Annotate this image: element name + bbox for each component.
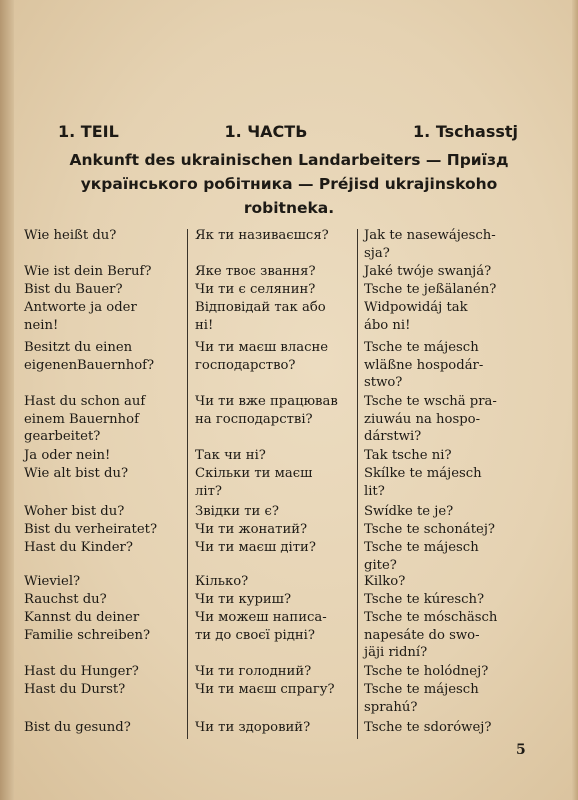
phrase-cell-uk — [195, 573, 248, 591]
phrase-line: Hast du Kinder? — [24, 540, 133, 555]
phrase-line: Jaké twóje swanjá? — [364, 264, 492, 279]
phrase-line: lit? — [364, 483, 385, 499]
phrase-line: Hast du Hunger? — [24, 664, 139, 679]
phrase-line: Чи ти жонатий? — [195, 522, 308, 537]
phrase-cell-uk — [195, 465, 312, 500]
phrase-table — [0, 227, 578, 747]
phrase-line: Tsche te májesch — [364, 682, 479, 697]
phrase-line: einem Bauernhof — [24, 411, 139, 427]
phrase-cell-de — [24, 609, 150, 644]
phrase-line: stwo? — [364, 375, 403, 390]
phrase-line: gite? — [364, 557, 397, 573]
phrase-line: Чи ти вже працював — [195, 394, 338, 409]
phrase-line: Tsche te schonátej? — [364, 522, 495, 537]
phrase-line: Bist du gesund? — [24, 720, 131, 735]
section-headings — [58, 122, 518, 141]
phrase-cell-uk — [195, 609, 327, 644]
phrase-line: Wie ist dein Beruf? — [24, 264, 152, 279]
phrase-line: Bist du Bauer? — [24, 282, 123, 297]
phrase-cell-tr — [364, 393, 497, 446]
phrase-line: Kilko? — [364, 574, 406, 589]
phrase-cell-tr — [364, 281, 496, 299]
phrase-line: Rauchst du? — [24, 592, 107, 607]
phrase-cell-tr — [364, 609, 497, 662]
phrase-cell-uk — [195, 681, 335, 699]
phrase-cell-uk — [195, 591, 291, 609]
phrase-line: Tsche te májesch — [364, 540, 479, 555]
phrase-line: Tsche te wschä pra- — [364, 394, 497, 409]
column-divider-1 — [187, 229, 188, 739]
phrase-cell-de — [24, 447, 110, 465]
phrase-line: Wie heißt du? — [24, 228, 117, 243]
phrase-line: літ? — [195, 483, 222, 499]
phrase-cell-uk — [195, 263, 316, 281]
phrase-line: Hast du schon auf — [24, 394, 146, 409]
phrase-line: Antworte ja oder — [24, 300, 137, 315]
phrase-line: Кількo? — [195, 574, 249, 589]
section-title — [28, 148, 550, 220]
phrase-cell-tr — [364, 573, 405, 591]
title-line-1: Ankunft des ukrainischen Landarbeiters — Приїзд — [69, 151, 509, 169]
phrase-line: gearbeitet? — [24, 429, 101, 444]
phrase-line: ти до своєї рідні? — [195, 627, 315, 643]
phrase-line: Skílke te májesch — [364, 466, 482, 481]
phrase-cell-de — [24, 299, 137, 334]
phrase-line: Чи можеш написа- — [195, 610, 327, 625]
phrase-cell-de — [24, 263, 151, 281]
phrase-line: Tsche te jeßälanén? — [364, 282, 497, 297]
phrase-line: господарство? — [195, 357, 296, 373]
phrase-cell-uk — [195, 447, 266, 465]
phrase-line: Tsche te sdorówej? — [364, 720, 492, 735]
phrase-line: Tak tsche ni? — [364, 448, 452, 463]
phrase-cell-de — [24, 521, 157, 539]
phrase-line: eigenenBauernhof? — [24, 357, 155, 373]
phrase-line: Чи ти здоровий? — [195, 720, 311, 735]
phrase-line: sja? — [364, 245, 390, 261]
phrase-line: Як ти називаєшся? — [195, 228, 329, 243]
phrase-cell-uk — [195, 227, 329, 245]
phrase-line: Чи ти маєш власне — [195, 340, 329, 355]
phrase-line: Bist du verheiratet? — [24, 522, 158, 537]
phrase-cell-tr — [364, 539, 479, 574]
phrase-cell-uk — [195, 539, 316, 557]
phrase-cell-uk — [195, 663, 311, 681]
phrase-cell-tr — [364, 591, 484, 609]
phrase-cell-de — [24, 573, 80, 591]
phrase-line: Kannst du deiner — [24, 610, 140, 625]
phrase-cell-tr — [364, 719, 491, 737]
phrase-cell-de — [24, 681, 125, 699]
phrase-cell-tr — [364, 503, 453, 521]
phrase-line: Ja oder nein! — [24, 448, 111, 463]
phrase-line: Чи ти куриш? — [195, 592, 292, 607]
phrase-line: ábo ni! — [364, 317, 411, 333]
phrase-line: Tsche te móschäsch — [364, 610, 498, 625]
phrase-cell-uk — [195, 299, 326, 334]
phrase-line: nein! — [24, 317, 59, 333]
phrase-cell-de — [24, 539, 133, 557]
title-line-3: robitneka. — [243, 199, 335, 217]
phrase-cell-de — [24, 339, 154, 374]
phrase-line: Widpowidáj tak — [364, 300, 468, 315]
phrase-cell-tr — [364, 681, 479, 716]
phrase-cell-tr — [364, 663, 488, 681]
phrase-line: Чи ти є селянин? — [195, 282, 316, 297]
phrase-line: Familie schreiben? — [24, 627, 151, 643]
phrase-cell-tr — [364, 339, 483, 392]
phrase-line: Hast du Durst? — [24, 682, 126, 697]
page-number: 5 — [516, 742, 526, 758]
phrase-cell-uk — [195, 521, 307, 539]
phrase-cell-tr — [364, 263, 491, 281]
phrase-line: Відповідай так або — [195, 300, 326, 315]
phrase-cell-uk — [195, 281, 315, 299]
heading-german: 1. TEIL — [58, 122, 119, 141]
phrase-line: sprahú? — [364, 699, 418, 715]
phrase-line: Скільки ти маєш — [195, 466, 313, 481]
phrase-cell-de — [24, 663, 139, 681]
phrase-cell-de — [24, 393, 145, 446]
phrase-line: Woher bist du? — [24, 504, 125, 519]
phrase-cell-uk — [195, 339, 328, 374]
phrase-line: на господарстві? — [195, 411, 313, 427]
phrase-line: Tsche te kúresch? — [364, 592, 485, 607]
phrase-line: Звідки ти є? — [195, 504, 279, 519]
phrase-line: Чи ти маєш діти? — [195, 540, 316, 555]
phrase-cell-tr — [364, 447, 452, 465]
phrase-cell-de — [24, 281, 123, 299]
phrase-cell-de — [24, 591, 107, 609]
phrase-cell-tr — [364, 227, 496, 262]
phrase-line: Jak te nasewájesch- — [364, 228, 496, 243]
phrase-cell-de — [24, 719, 131, 737]
phrase-line: Wieviel? — [24, 574, 81, 589]
phrase-line: Так чи ні? — [195, 448, 266, 463]
phrase-cell-uk — [195, 719, 310, 737]
phrase-line: Wie alt bist du? — [24, 466, 129, 481]
phrase-cell-tr — [364, 299, 468, 334]
phrase-line: napesáte do swo- — [364, 627, 480, 643]
phrase-cell-tr — [364, 465, 482, 500]
heading-ukrainian: 1. ЧАСТЬ — [224, 122, 308, 141]
phrase-line: jäji ridní? — [364, 645, 428, 660]
phrase-line: Tsche te holódnej? — [364, 664, 489, 679]
phrase-cell-uk — [195, 503, 279, 521]
phrase-line: Яке твоє звання? — [195, 264, 316, 279]
title-line-2: українського робітника — Préjisd ukrajinskoho — [80, 175, 498, 193]
phrase-line: ziuwáu na hospo- — [364, 411, 481, 427]
phrase-line: Чи ти голодний? — [195, 664, 312, 679]
phrase-cell-de — [24, 465, 128, 483]
phrase-line: Tsche te májesch — [364, 340, 479, 355]
phrase-cell-de — [24, 503, 124, 521]
phrase-cell-de — [24, 227, 116, 245]
phrase-line: ні! — [195, 317, 214, 333]
phrase-line: wläßne hospodár- — [364, 357, 484, 373]
column-divider-2 — [357, 229, 358, 739]
phrase-cell-tr — [364, 521, 495, 539]
phrase-line: Чи ти маєш спрагу? — [195, 682, 335, 697]
phrase-line: Swídke te je? — [364, 504, 454, 519]
phrase-line: Besitzt du einen — [24, 340, 133, 355]
phrase-line: dárstwi? — [364, 429, 422, 444]
heading-transliterated: 1. Tschasstj — [413, 122, 518, 141]
phrase-cell-uk — [195, 393, 338, 428]
